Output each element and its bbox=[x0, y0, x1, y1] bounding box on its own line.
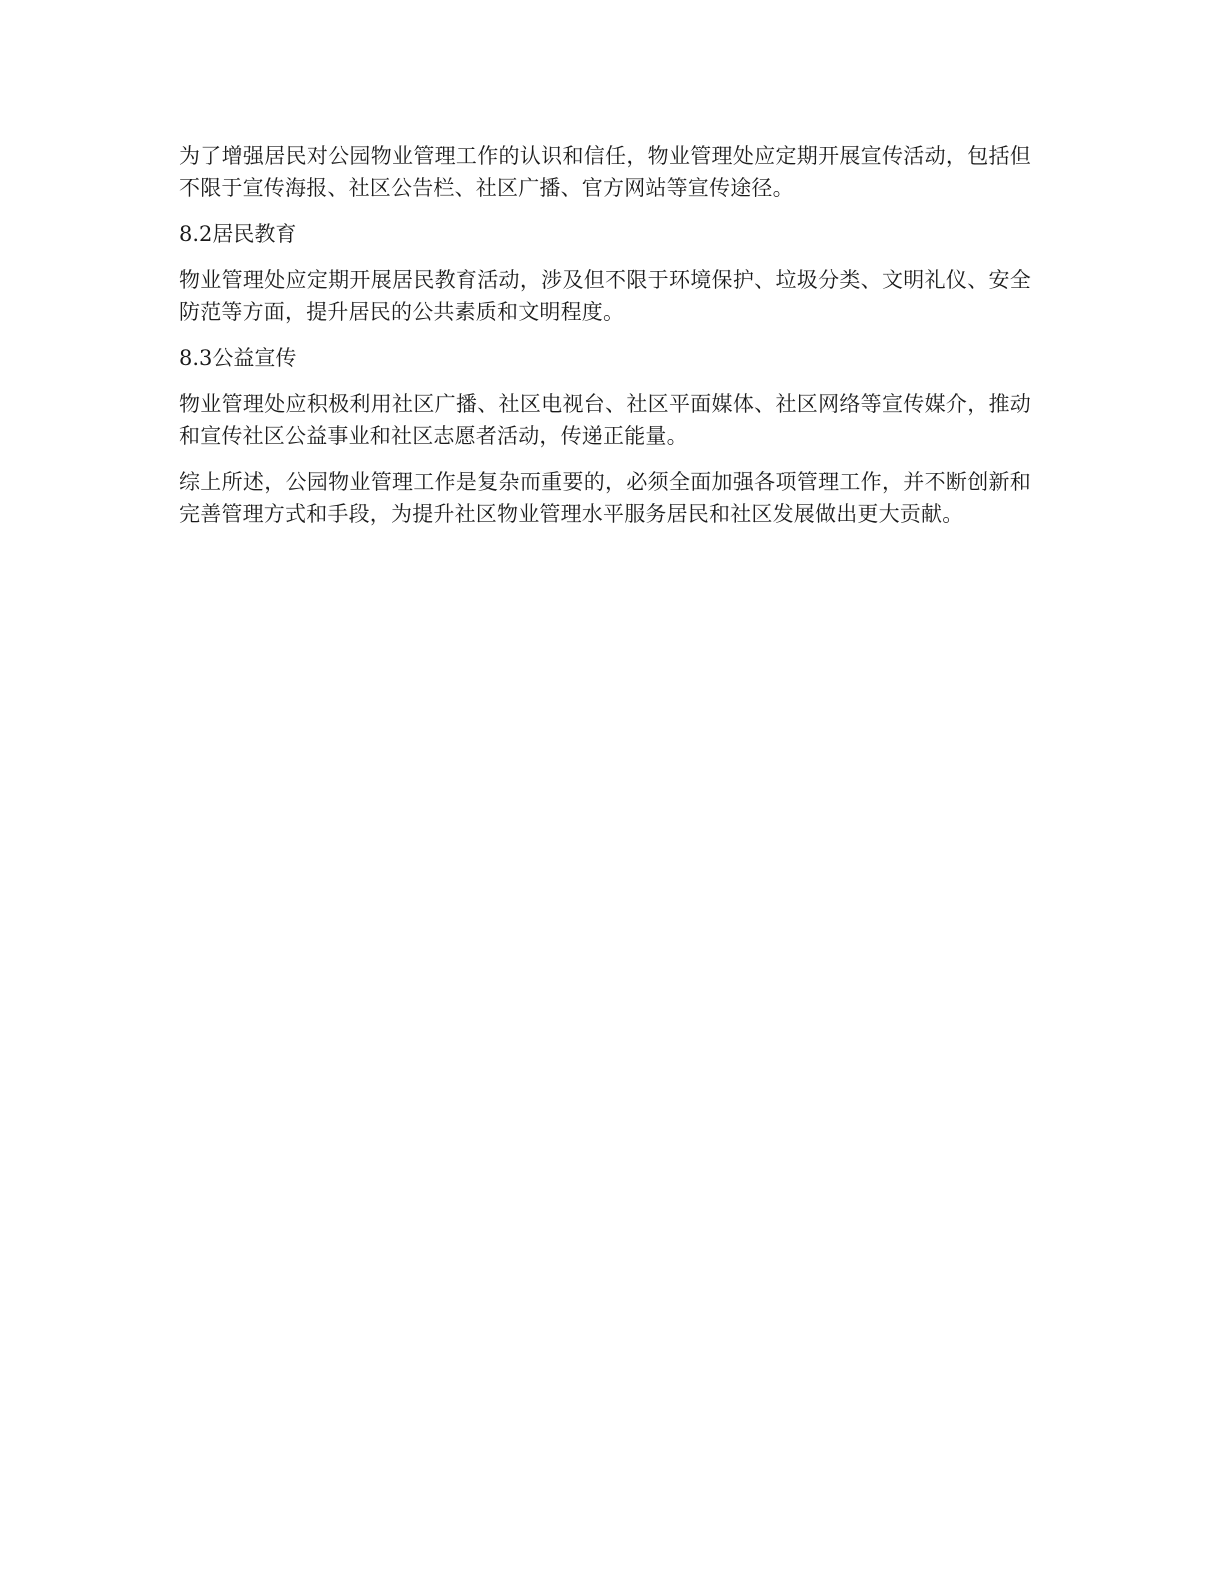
section-heading-resident-education: 8.2居民教育 bbox=[179, 222, 297, 246]
paragraph-resident-education: 物业管理处应定期开展居民教育活动，涉及但不限于环境保护、垃圾分类、文明礼仪、安全防范等方面，提升居民的公共素质和文明程度。 bbox=[179, 268, 1031, 324]
paragraph-publicity-activities: 为了增强居民对公园物业管理工作的认识和信任，物业管理处应定期开展宣传活动，包括但不限于宣传海报、社区公告栏、社区广播、官方网站等宣传途径。 bbox=[179, 144, 1031, 200]
paragraph-conclusion: 综上所述，公园物业管理工作是复杂而重要的，必须全面加强各项管理工作，并不断创新和完善管理方式和手段，为提升社区物业管理水平服务居民和社区发展做出更大贡献。 bbox=[179, 470, 1031, 526]
document-body bbox=[179, 140, 1031, 544]
paragraph-public-welfare: 物业管理处应积极利用社区广播、社区电视台、社区平面媒体、社区网络等宣传媒介，推动和宣传社区公益事业和社区志愿者活动，传递正能量。 bbox=[179, 392, 1031, 448]
section-heading-public-welfare: 8.3公益宣传 bbox=[179, 346, 297, 370]
